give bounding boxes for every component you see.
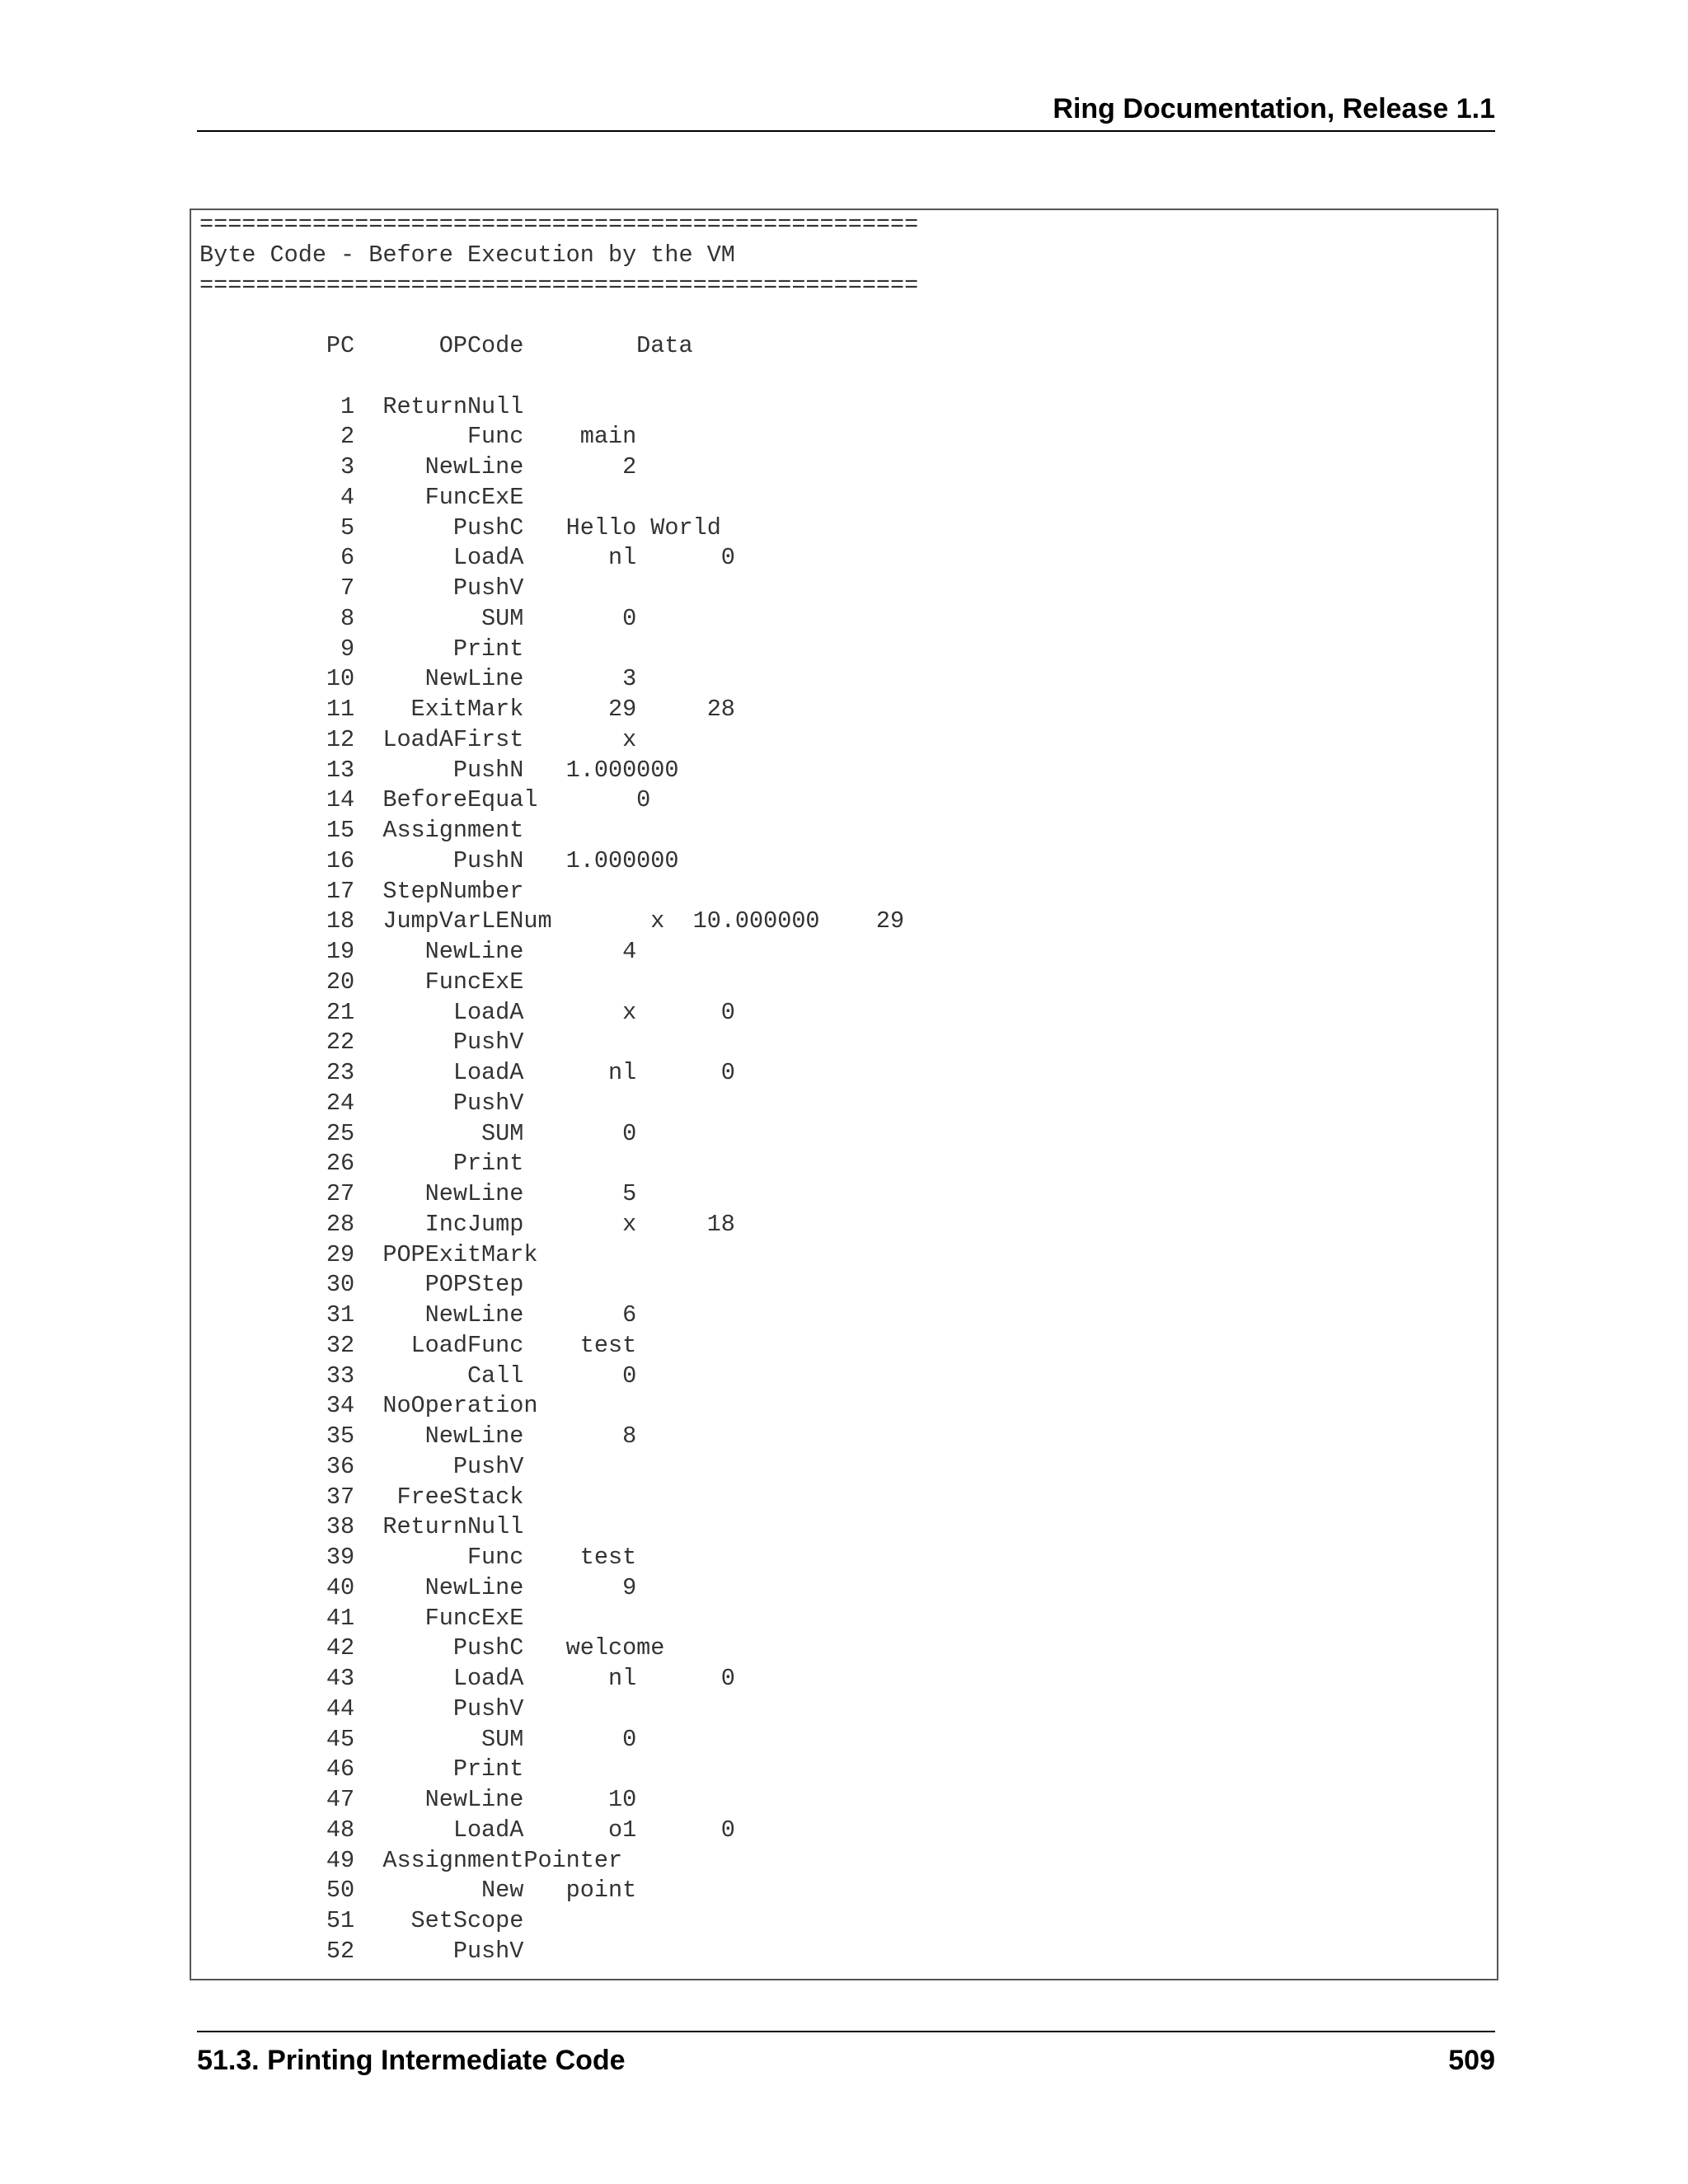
code-line: 2 Func main xyxy=(199,423,637,451)
code-line: 47 NewLine 10 xyxy=(199,1786,637,1813)
code-line: 3 NewLine 2 xyxy=(199,453,637,480)
code-line: 20 FuncExE xyxy=(199,968,524,996)
code-line: 35 NewLine 8 xyxy=(199,1422,637,1450)
code-line: 1 ReturnNull xyxy=(199,392,524,420)
code-line: 10 NewLine 3 xyxy=(199,665,637,693)
code-line: 9 Print xyxy=(199,635,524,663)
code-line: 4 FuncExE xyxy=(199,483,524,511)
code-line: 23 LoadA nl 0 xyxy=(199,1059,735,1086)
code-line: 14 BeforeEqual 0 xyxy=(199,786,651,814)
code-line: 15 Assignment xyxy=(199,817,524,844)
code-line: 50 New point xyxy=(199,1877,637,1905)
code-line: 8 SUM 0 xyxy=(199,604,637,632)
page-header xyxy=(197,89,1495,132)
code-line: 28 IncJump x 18 xyxy=(199,1210,735,1238)
code-line: 52 PushV xyxy=(199,1937,524,1965)
code-listing xyxy=(199,210,918,1967)
code-block xyxy=(190,209,1498,1980)
code-line: 36 PushV xyxy=(199,1452,524,1480)
code-line: =================================================== xyxy=(199,271,919,299)
code-line: 31 NewLine 6 xyxy=(199,1301,637,1329)
code-line: 25 SUM 0 xyxy=(199,1119,637,1147)
code-line: 45 SUM 0 xyxy=(199,1725,637,1753)
code-line: 5 PushC Hello World xyxy=(199,513,721,541)
code-line: 6 LoadA nl 0 xyxy=(199,544,735,572)
code-line: 16 PushN 1.000000 xyxy=(199,846,679,874)
code-line: 37 FreeStack xyxy=(199,1483,524,1511)
code-line: 26 Print xyxy=(199,1150,524,1178)
section-title: 51.3. Printing Intermediate Code xyxy=(197,2045,626,2076)
page-number: 509 xyxy=(1448,2045,1495,2076)
code-line: =================================================== xyxy=(199,211,919,238)
code-line: 46 Print xyxy=(199,1755,524,1783)
page-footer xyxy=(197,2031,1495,2075)
code-line: 7 PushV xyxy=(199,574,524,602)
code-line: 40 NewLine 9 xyxy=(199,1573,637,1601)
code-line: 13 PushN 1.000000 xyxy=(199,756,679,784)
code-line: 34 NoOperation xyxy=(199,1392,538,1420)
code-line: 29 POPExitMark xyxy=(199,1240,538,1268)
code-line: 39 Func test xyxy=(199,1544,637,1571)
code-line: 21 LoadA x 0 xyxy=(199,998,735,1026)
code-line: 27 NewLine 5 xyxy=(199,1180,637,1207)
code-line: 19 NewLine 4 xyxy=(199,938,637,965)
code-line: 24 PushV xyxy=(199,1089,524,1117)
code-line: 12 LoadAFirst x xyxy=(199,725,637,753)
code-line: 49 AssignmentPointer xyxy=(199,1846,623,1874)
code-line xyxy=(199,362,918,392)
code-line: PC OPCode Data xyxy=(199,332,693,359)
code-line: 48 LoadA o1 0 xyxy=(199,1816,735,1844)
code-line: 32 LoadFunc test xyxy=(199,1331,637,1359)
code-line: 22 PushV xyxy=(199,1029,524,1057)
code-line: 11 ExitMark 29 28 xyxy=(199,696,735,723)
code-line: 43 LoadA nl 0 xyxy=(199,1665,735,1692)
code-line: 41 FuncExE xyxy=(199,1604,524,1632)
code-line: Byte Code - Before Execution by the VM xyxy=(199,241,735,269)
code-line: 30 POPStep xyxy=(199,1271,524,1299)
code-line: 33 Call 0 xyxy=(199,1361,637,1390)
code-line: 18 JumpVarLENum x 10.000000 29 xyxy=(199,907,905,935)
running-title: Ring Documentation, Release 1.1 xyxy=(1053,93,1495,124)
code-line: 44 PushV xyxy=(199,1694,524,1722)
code-line: 42 PushC welcome xyxy=(199,1634,665,1662)
code-line xyxy=(199,301,918,331)
code-line: 17 StepNumber xyxy=(199,877,524,905)
code-line: 38 ReturnNull xyxy=(199,1513,524,1541)
code-line: 51 SetScope xyxy=(199,1907,524,1934)
